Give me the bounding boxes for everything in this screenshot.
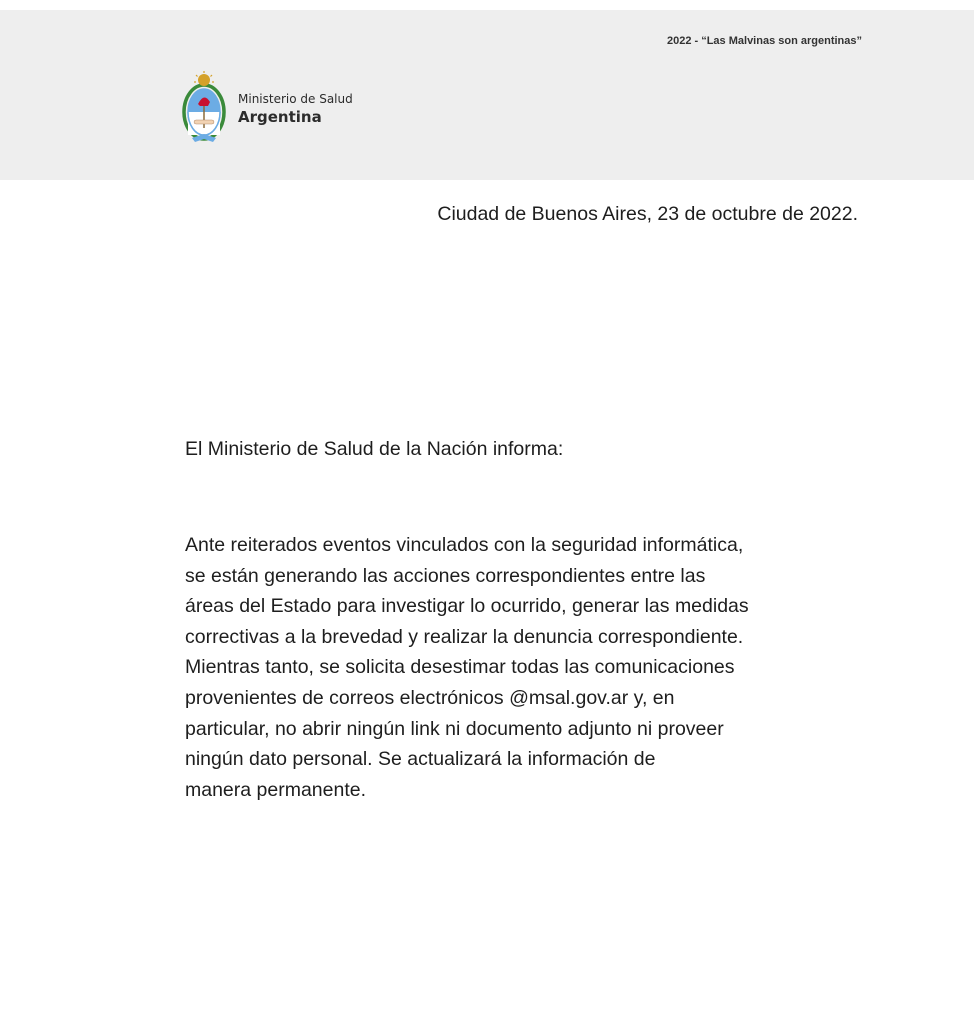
header-motto: 2022 - “Las Malvinas son argentinas” bbox=[666, 35, 862, 47]
body-paragraph bbox=[185, 530, 865, 805]
body-line: se están generando las acciones correspondientes entre las bbox=[185, 564, 706, 587]
intro-line: El Ministerio de Salud de la Nación informa: bbox=[185, 438, 564, 460]
logo-ministry-label: Ministerio de Salud bbox=[238, 92, 353, 106]
logo-wordmark bbox=[238, 92, 353, 127]
body-line: Ante reiterados eventos vinculados con la seguridad informática, bbox=[185, 534, 744, 556]
body-line: correctivas a la brevedad y realizar la denuncia correspondiente. bbox=[185, 625, 744, 648]
dateline: Ciudad de Buenos Aires, 23 de octubre de 2022. bbox=[437, 203, 858, 225]
body-line: particular, no abrir ningún link ni documento adjunto ni proveer bbox=[185, 717, 724, 740]
letterhead-band bbox=[0, 10, 974, 180]
ministry-logo bbox=[180, 70, 380, 145]
body-line: ningún dato personal. Se actualizará la información de bbox=[185, 748, 656, 771]
body-line: áreas del Estado para investigar lo ocurrido, generar las medidas bbox=[185, 595, 749, 618]
body-line: Mientras tanto, se solicita desestimar todas las comunicaciones bbox=[185, 656, 735, 679]
logo-country-label: Argentina bbox=[238, 108, 322, 126]
body-line: provenientes de correos electrónicos @msal.gov.ar y, en bbox=[185, 686, 675, 709]
body-line: manera permanente. bbox=[185, 778, 367, 801]
argentina-coat-of-arms-icon bbox=[180, 70, 228, 145]
